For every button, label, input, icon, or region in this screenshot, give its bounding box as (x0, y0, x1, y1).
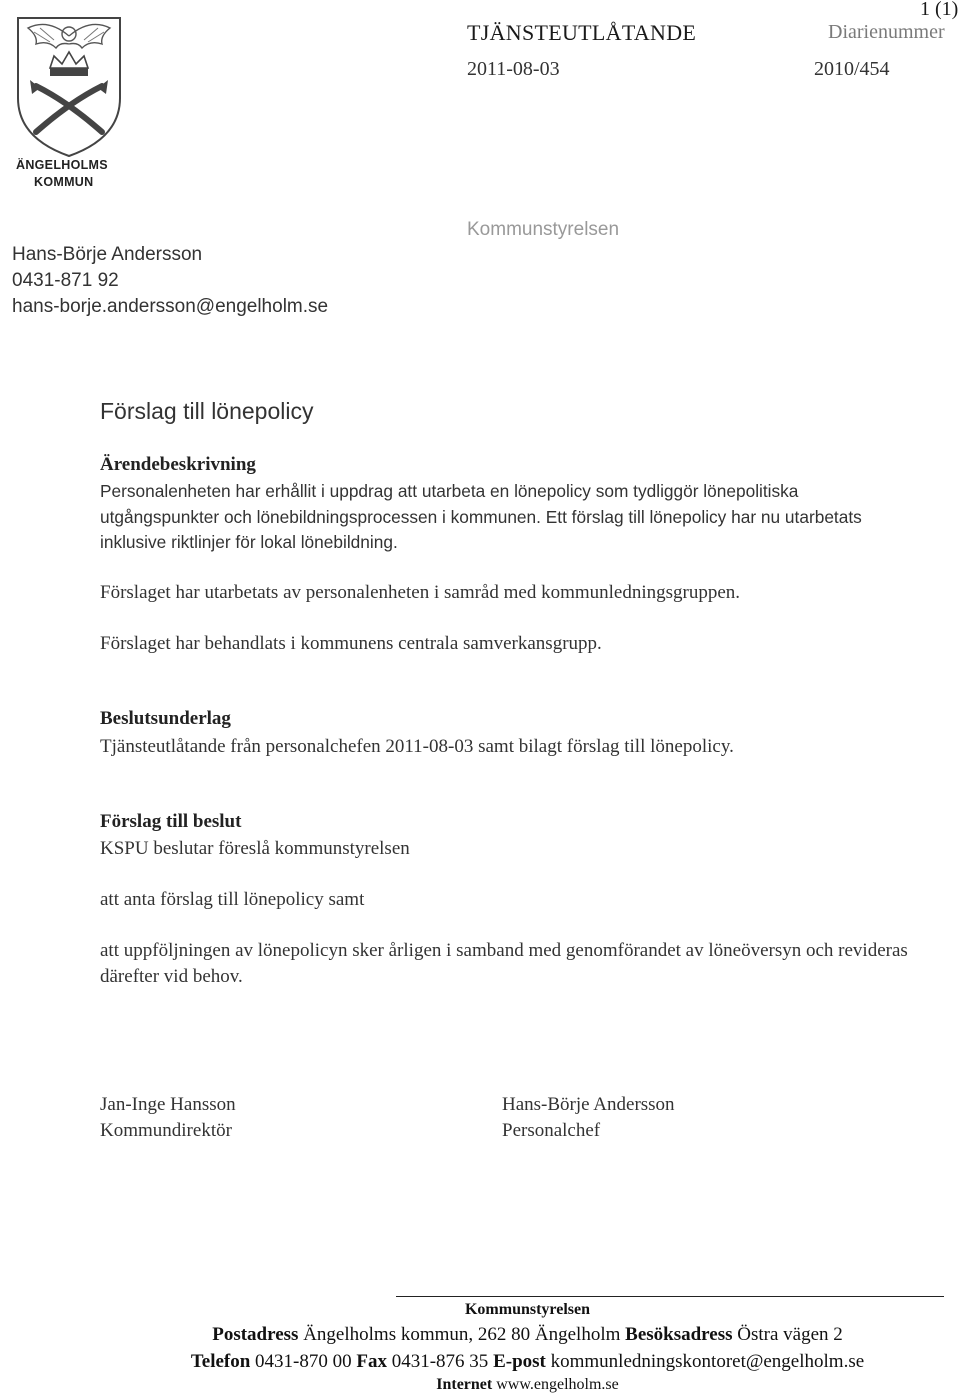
sender-phone: 0431-871 92 (12, 270, 119, 291)
basis-heading: Beslutsunderlag (100, 708, 231, 729)
sender-email: hans-borje.andersson@engelholm.se (12, 296, 329, 317)
municipality-logo (10, 14, 128, 192)
proposal-item-2: att uppföljningen av lönepolicyn sker årligen i samband med genomförandet av löneöversyn och revideras därefter vid behov. (100, 940, 908, 987)
description-paragraph: Personalenheten har erhållit i uppdrag att utarbeta en lönepolicy som tydliggör lönepolitiska utgångspunkter och lönebildningsprocessen i kommunen. Ett förslag till lönepolicy har nu utarbetats inklusive riktlinjer för lokal lönebildning. (100, 481, 862, 552)
signature-2-role: Personalchef (502, 1120, 601, 1141)
logo-text-line1: ÄNGELHOLMS (16, 158, 108, 172)
postal-label: Postadress (212, 1324, 299, 1345)
description-heading: Ärendebeskrivning (100, 454, 256, 475)
fax-label: Fax (356, 1351, 387, 1372)
email-value[interactable]: kommunledningskontoret@engelholm.se (550, 1351, 865, 1372)
diarie-label: Diarienummer (828, 21, 945, 43)
web-value[interactable]: www.engelholm.se (496, 1376, 619, 1393)
diarie-number: 2010/454 (814, 58, 890, 80)
recipient: Kommunstyrelsen (467, 219, 620, 240)
footer-contact-line (0, 1351, 960, 1373)
page-number: 1 (1) (920, 0, 959, 20)
signature-1-name: Jan-Inge Hansson (100, 1094, 236, 1115)
visit-label: Besöksadress (625, 1324, 733, 1345)
footer-web-line (0, 1376, 960, 1394)
description-paragraph-3: Förslaget har behandlats i kommunens centrala samverkansgrupp. (100, 633, 602, 654)
phone-label: Telefon (190, 1351, 251, 1372)
sender-name: Hans-Börje Andersson (12, 244, 203, 265)
proposal-heading: Förslag till beslut (100, 811, 242, 832)
web-label: Internet (436, 1376, 493, 1393)
doc-date: 2011-08-03 (467, 58, 560, 80)
description-paragraph-2: Förslaget har utarbetats av personalenheten i samråd med kommunledningsgruppen. (100, 582, 741, 603)
visit-value: Östra vägen 2 (737, 1324, 843, 1345)
footer-divider (396, 1296, 944, 1297)
basis-text: Tjänsteutlåtande från personalchefen 2011-08-03 samt bilagt förslag till lönepolicy. (100, 736, 734, 757)
signature-2-name: Hans-Börje Andersson (502, 1094, 675, 1115)
proposal-item-1: att anta förslag till lönepolicy samt (100, 889, 365, 910)
document-title: Förslag till lönepolicy (100, 398, 314, 424)
fax-value: 0431-876 35 (391, 1351, 489, 1372)
logo-text-line2: KOMMUN (34, 175, 94, 189)
coat-of-arms-icon (10, 14, 128, 159)
postal-value: Ängelholms kommun, 262 80 Ängelholm (303, 1324, 621, 1345)
email-label: E-post (493, 1351, 546, 1372)
doc-type: TJÄNSTEUTLÅTANDE (467, 20, 697, 45)
footer-org: Kommunstyrelsen (464, 1301, 591, 1318)
phone-value: 0431-870 00 (255, 1351, 352, 1372)
signature-1-role: Kommundirektör (100, 1120, 232, 1141)
footer-address-line (0, 1324, 960, 1346)
proposal-intro: KSPU beslutar föreslå kommunstyrelsen (100, 838, 410, 859)
